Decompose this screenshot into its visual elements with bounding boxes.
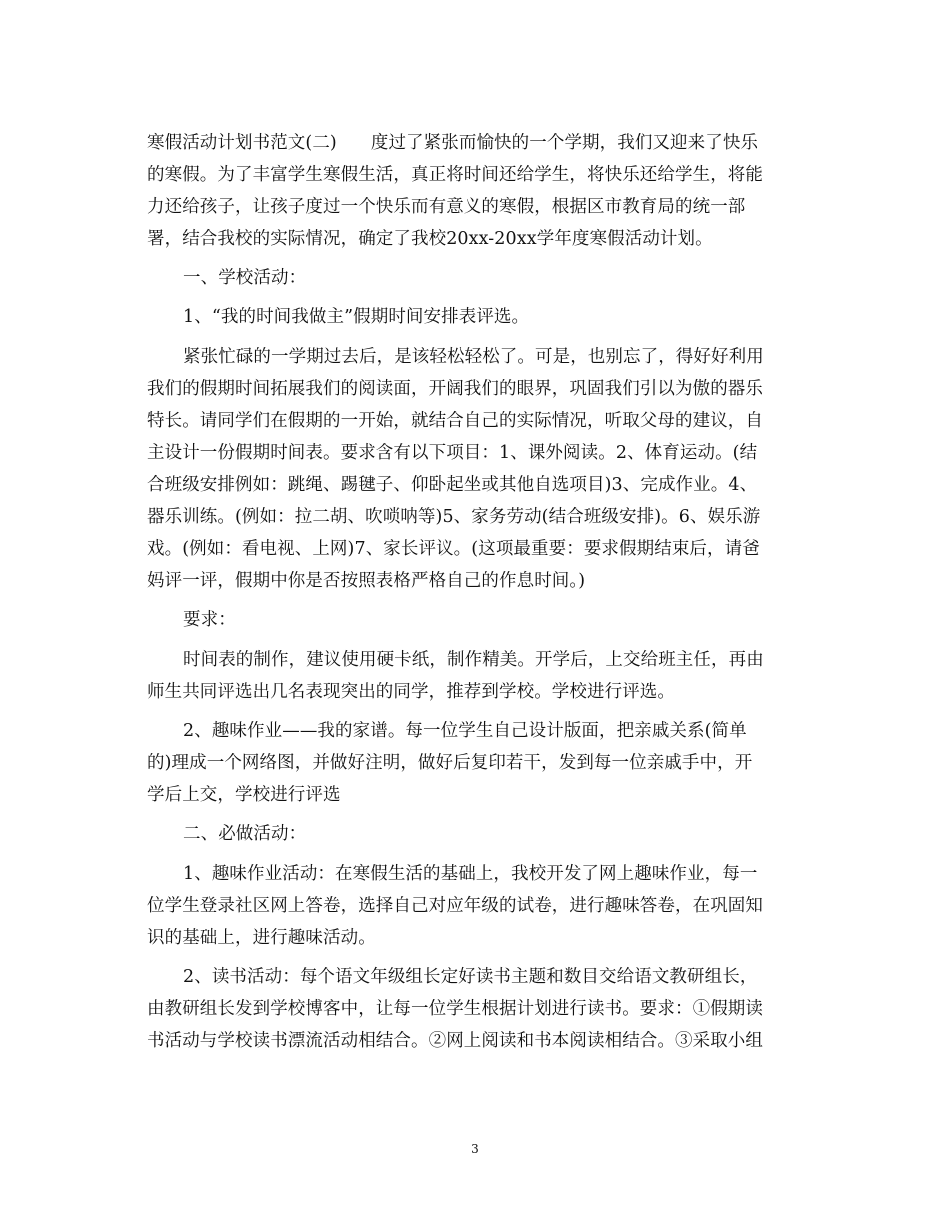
paragraph-line: 主设计一份假期时间表。要求含有以下项目：1、课外阅读。2、体育运动。(结: [147, 443, 758, 463]
paragraph-line: 器乐训练。(例如：拉二胡、吹唢呐等)5、家务劳动(结合班级安排)。6、娱乐游: [147, 507, 761, 527]
paragraph-line: 位学生登录社区网上答卷，选择自己对应年级的试卷，进行趣味答卷，在巩固知: [147, 896, 763, 916]
intro-line-4: 署，结合我校的实际情况，确定了我校20xx-20xx学年度寒假活动计划。: [147, 229, 713, 249]
paragraph-line: 师生共同评选出几名表现突出的同学，推荐到学校。学校进行评选。: [147, 682, 675, 702]
item-heading-family-tree: 2、趣味作业——我的家谱。每一位学生自己设计版面，把亲戚关系(简单: [183, 721, 747, 741]
intro-line-2: 的寒假。为了丰富学生寒假生活，真正将时间还给学生，将快乐还给学生，将能: [147, 165, 763, 185]
section-heading-required-activities: 二、必做活动：: [183, 824, 307, 844]
paragraph-line: 的)理成一个网络图，并做好注明，做好后复印若干，发到每一位亲戚手中，开: [147, 753, 753, 773]
document-title: 寒假活动计划书范文(二): [147, 133, 337, 153]
item-heading-time-schedule: 1、“我的时间我做主”假期时间安排表评选。: [183, 307, 530, 327]
intro-line-1: 度过了紧张而愉快的一个学期，我们又迎来了快乐: [370, 133, 759, 153]
paragraph-line: 时间表的制作，建议使用硬卡纸，制作精美。开学后，上交给班主任，再由: [183, 650, 764, 670]
paragraph-line: 学后上交，学校进行评选: [147, 785, 341, 805]
paragraph-line: 合班级安排例如：跳绳、踢毽子、仰卧起坐或其他自选项目)3、完成作业。4、: [147, 475, 758, 495]
paragraph-line: 我们的假期时间拓展我们的阅读面，开阔我们的眼界，巩固我们引以为傲的器乐: [147, 379, 763, 399]
paragraph-line: 书活动与学校读书漂流活动相结合。②网上阅读和书本阅读相结合。③采取小组: [147, 1031, 763, 1051]
section-heading-school-activities: 一、学校活动：: [183, 268, 307, 288]
paragraph-line: 戏。(例如：看电视、上网)7、家长评议。(这项最重要：要求假期结束后，请爸: [147, 539, 760, 559]
paragraph-line: 识的基础上，进行趣味活动。: [147, 928, 376, 948]
paragraph-line: 由教研组长发到学校博客中，让每一位学生根据计划进行读书。要求：①假期读: [147, 999, 763, 1019]
first-line: [147, 132, 807, 154]
intro-line-3: 力还给孩子，让孩子度过一个快乐而有意义的寒假，根据区市教育局的统一部: [147, 197, 746, 217]
paragraph-line: 妈评一评，假期中你是否按照表格严格自己的作息时间。): [147, 571, 586, 591]
paragraph-line: 紧张忙碌的一学期过去后，是该轻松轻松了。可是，也别忘了，得好好利用: [183, 347, 764, 367]
item-heading-reading: 2、读书活动：每个语文年级组长定好读书主题和数目交给语文教研组长，: [183, 967, 758, 987]
page-number: 3: [471, 1142, 479, 1156]
paragraph-line: 特长。请同学们在假期的一开始，就结合自己的实际情况，听取父母的建议，自: [147, 411, 763, 431]
requirements-heading: 要求：: [183, 610, 236, 630]
item-heading-fun-homework: 1、趣味作业活动：在寒假生活的基础上，我校开发了网上趣味作业，每一: [183, 864, 758, 884]
